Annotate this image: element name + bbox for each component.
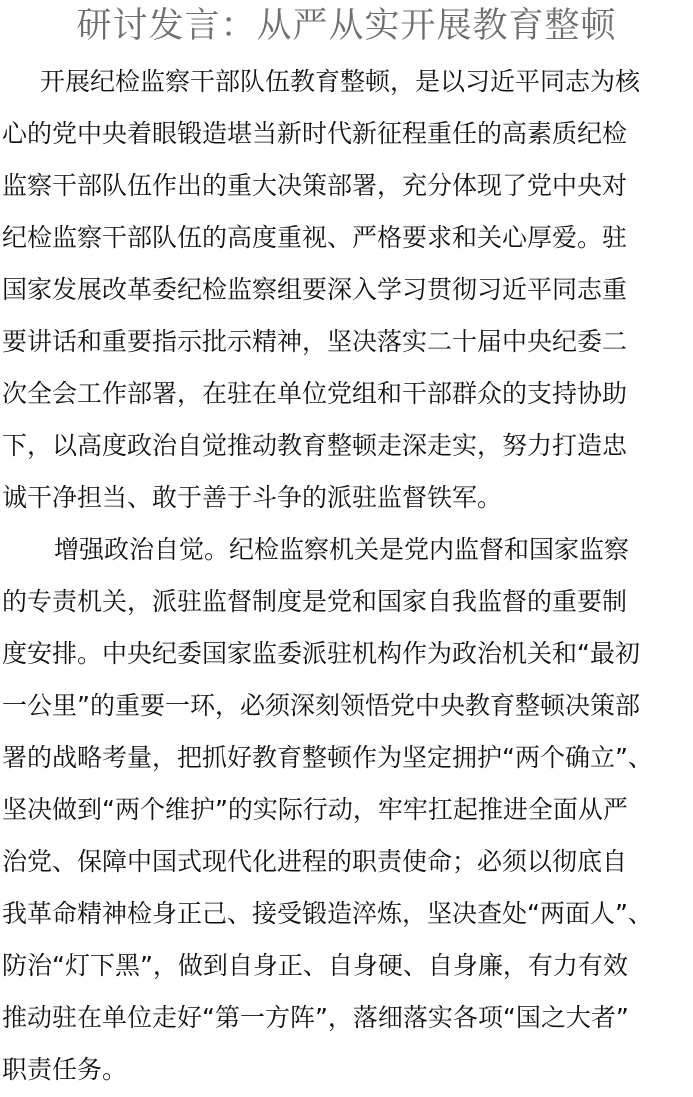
paragraph-line: 防治“灯下黑”，做到自身正、自身硬、自身廉，有力有效 (2, 951, 628, 980)
paragraph-line: 监察干部队伍作出的重大决策部署，充分体现了党中央对 (2, 171, 628, 200)
paragraph-line: 纪检监察干部队伍的高度重视、严格要求和关心厚爱。驻 (2, 223, 628, 252)
paragraph-line: 增强政治自觉。纪检监察机关是党内监督和国家监察 (54, 535, 630, 564)
paragraph-line: 坚决做到“两个维护”的实际行动，牢牢扛起推进全面从严 (2, 795, 628, 824)
paragraph-line: 治党、保障中国式现代化进程的职责使命；必须以彻底自 (2, 847, 628, 876)
paragraph-line: 职责任务。 (2, 1055, 128, 1084)
paragraph-line: 要讲话和重要指示批示精神，坚决落实二十届中央纪委二 (2, 327, 628, 356)
paragraph-line: 一公里”的重要一环，必须深刻领悟党中央教育整顿决策部 (2, 691, 640, 720)
document-body (0, 56, 693, 1096)
paragraph-line: 开展纪检监察干部队伍教育整顿，是以习近平同志为核 (40, 67, 641, 96)
paragraph-line: 度安排。中央纪委国家监委派驻机构作为政治机关和“最初 (2, 639, 640, 668)
paragraph-line: 我革命精神检身正己、接受锻造淬炼，坚决查处“两面人”、 (2, 899, 653, 928)
paragraph-line: 次全会工作部署，在驻在单位党组和干部群众的支持协助 (2, 379, 628, 408)
paragraph-line: 心的党中央着眼锻造堪当新时代新征程重任的高素质纪检 (2, 119, 628, 148)
document-title: 研讨发言：从严从实开展教育整顿 (76, 6, 617, 46)
paragraph-line: 的专责机关，派驻监督制度是党和国家自我监督的重要制 (2, 587, 628, 616)
paragraph-line: 署的战略考量，把抓好教育整顿作为坚定拥护“两个确立”、 (2, 743, 653, 772)
paragraph-line: 推动驻在单位走好“第一方阵”，落细落实各项“国之大者” (2, 1003, 629, 1032)
paragraph-line: 下，以高度政治自觉推动教育整顿走深走实，努力打造忠 (2, 431, 628, 460)
paragraph-line: 诚干净担当、敢于善于斗争的派驻监督铁军。 (2, 483, 503, 512)
paragraph-line: 国家发展改革委纪检监察组要深入学习贯彻习近平同志重 (2, 275, 628, 304)
